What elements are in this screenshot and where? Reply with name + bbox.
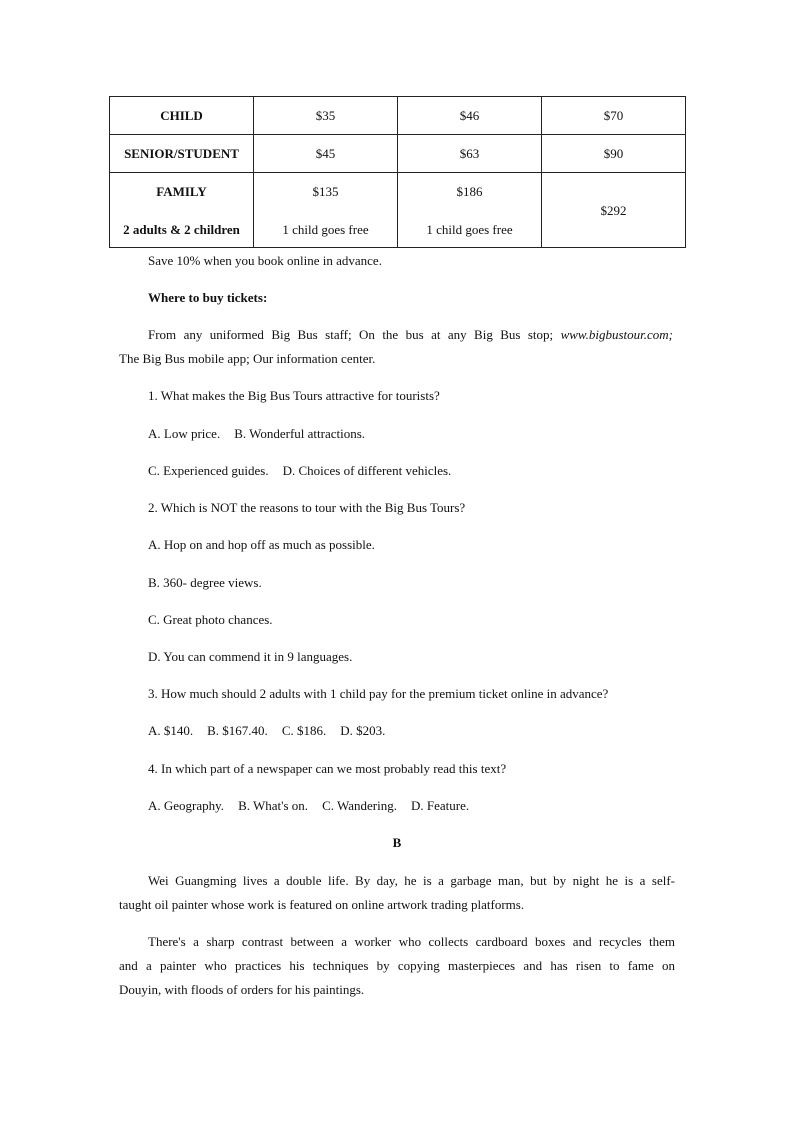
option: D. Feature. [410,798,470,813]
option: C. Wandering. [322,798,397,813]
where-text: From any uniformed Big Bus staff; On the bus at any Big Bus stop; [148,327,561,342]
option: D. You can commend it in 9 languages. [148,649,353,664]
paragraph-line: There's a sharp contrast between a worker who collects cardboard boxes and recycles them [148,934,675,949]
family-sublabel: 2 adults & 2 children [123,221,240,237]
table-cell-price: $90 [542,135,686,173]
family-label: FAMILY [156,183,207,199]
ticket-price-table [109,96,686,248]
table-cell-price [398,173,542,248]
paragraph-line: taught oil painter whose work is featured on online artwork trading platforms. [119,897,525,912]
question-stem: 4. In which part of a newspaper can we most probably read this text? [148,761,507,776]
option: A. Low price. [148,426,221,441]
table-cell-price [254,173,398,248]
option: B. 360- degree views. [148,575,262,590]
website-link: www.bigbustour.com; [560,327,673,342]
table-row [110,173,686,248]
question-options [148,425,365,443]
table-row [110,135,686,173]
question-options [148,462,451,480]
question-stem: 2. Which is NOT the reasons to tour with the Big Bus Tours? [148,500,466,515]
option: B. Wonderful attractions. [234,426,366,441]
table-cell-price: $45 [254,135,398,173]
option: C. Great photo chances. [148,612,273,627]
option: B. $167.40. [207,723,268,738]
section-heading: B [392,835,402,850]
table-cell-category: SENIOR/STUDENT [110,135,254,173]
paragraph-line: Douyin, with floods of orders for his paintings. [119,982,365,997]
table-cell-price: $63 [398,135,542,173]
table-cell-price: $35 [254,97,398,135]
paragraph-line: Wei Guangming lives a double life. By day, he is a garbage man, but by night he is a self- [148,873,675,888]
option: A. Hop on and hop off as much as possible. [148,537,375,552]
table-cell-price: $70 [542,97,686,135]
table-cell-category: CHILD [110,97,254,135]
save-note: Save 10% when you book online in advance. [148,253,382,268]
family-note: 1 child goes free [282,221,369,237]
question-stem: 1. What makes the Big Bus Tours attractive for tourists? [148,388,440,403]
option: C. Experienced guides. [148,463,269,478]
where-paragraph-line: The Big Bus mobile app; Our information center. [119,351,376,366]
table-cell-category [110,173,254,248]
option: B. What's on. [238,798,309,813]
option: A. $140. [148,723,194,738]
option: C. $186. [281,723,327,738]
option: D. $203. [340,723,386,738]
option: D. Choices of different vehicles. [282,463,452,478]
family-price: $135 [312,183,339,199]
table-row [110,97,686,135]
question-options [148,797,469,815]
question-stem: 3. How much should 2 adults with 1 child pay for the premium ticket online in advance? [148,686,609,701]
family-note: 1 child goes free [426,221,513,237]
where-paragraph-line [148,326,673,344]
option: A. Geography. [148,798,225,813]
question-options [148,722,385,740]
family-price: $186 [456,183,483,199]
paragraph-line: and a painter who practices his techniques by copying masterpieces and has risen to fame on [119,958,675,973]
table-cell-price: $292 [542,173,686,248]
where-heading: Where to buy tickets: [148,290,268,305]
table-cell-price: $46 [398,97,542,135]
